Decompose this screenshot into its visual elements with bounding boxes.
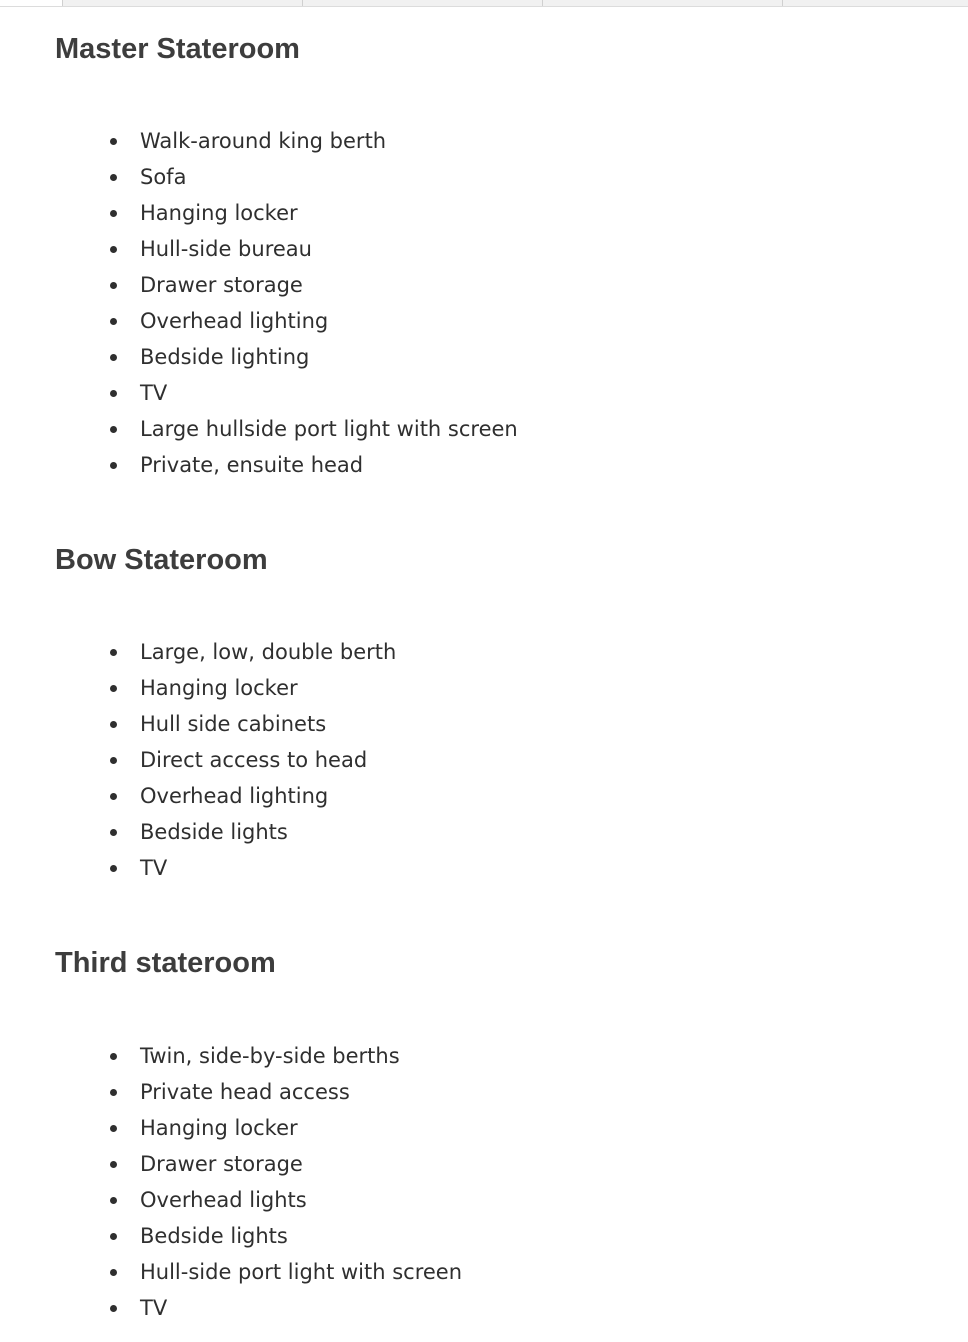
list-item-text: Overhead lights (140, 1188, 307, 1212)
list-item-text: Hull-side port light with screen (140, 1260, 463, 1284)
feature-list (0, 634, 968, 886)
bullet-icon (110, 282, 117, 289)
bullet-icon (110, 1197, 117, 1204)
tab-strip (0, 0, 968, 7)
list-item (0, 231, 968, 267)
bullet-icon (110, 462, 117, 469)
section-title: Bow Stateroom (55, 544, 268, 576)
list-item-text: Overhead lighting (140, 309, 329, 333)
list-item-text: Overhead lighting (140, 784, 329, 808)
list-item (0, 742, 968, 778)
list-item (0, 1218, 968, 1254)
list-item-text: Large, low, double berth (140, 640, 397, 664)
list-item-text: Large hullside port light with screen (140, 417, 518, 441)
list-item-text: Hanging locker (140, 1116, 298, 1140)
list-item (0, 411, 968, 447)
section-title: Master Stateroom (55, 33, 300, 65)
bullet-icon (110, 390, 117, 397)
list-item (0, 303, 968, 339)
bullet-icon (110, 1161, 117, 1168)
bullet-icon (110, 649, 117, 656)
section-title: Third stateroom (55, 947, 276, 979)
list-item (0, 706, 968, 742)
list-item (0, 814, 968, 850)
list-item-text: Private head access (140, 1080, 350, 1104)
feature-list (0, 1038, 968, 1326)
bullet-icon (110, 793, 117, 800)
list-item-text: Hull-side bureau (140, 237, 312, 261)
list-item-text: TV (140, 1296, 168, 1320)
tab-divider (302, 0, 303, 6)
bullet-icon (110, 1233, 117, 1240)
bullet-icon (110, 829, 117, 836)
bullet-icon (110, 1305, 117, 1312)
list-item-text: TV (140, 856, 168, 880)
list-item-text: Drawer storage (140, 273, 303, 297)
list-item-text: TV (140, 381, 168, 405)
bullet-icon (110, 318, 117, 325)
tab-divider (782, 0, 783, 6)
list-item-text: Drawer storage (140, 1152, 303, 1176)
bullet-icon (110, 1089, 117, 1096)
bullet-icon (110, 865, 117, 872)
list-item (0, 634, 968, 670)
list-item-text: Bedside lights (140, 1224, 288, 1248)
tab-divider (62, 0, 63, 6)
list-item (0, 850, 968, 886)
list-item-text: Twin, side-by-side berths (140, 1044, 400, 1068)
bullet-icon (110, 757, 117, 764)
list-item (0, 1182, 968, 1218)
list-item-text: Bedside lighting (140, 345, 310, 369)
list-item (0, 1074, 968, 1110)
list-item (0, 267, 968, 303)
bullet-icon (110, 1053, 117, 1060)
bullet-icon (110, 138, 117, 145)
bullet-icon (110, 246, 117, 253)
bullet-icon (110, 1125, 117, 1132)
list-item-text: Sofa (140, 165, 187, 189)
list-item (0, 778, 968, 814)
tab-active[interactable] (0, 0, 62, 6)
bullet-icon (110, 174, 117, 181)
bullet-icon (110, 685, 117, 692)
list-item-text: Private, ensuite head (140, 453, 364, 477)
list-item (0, 1038, 968, 1074)
bullet-icon (110, 210, 117, 217)
list-item (0, 1254, 968, 1290)
list-item (0, 375, 968, 411)
tab-divider (542, 0, 543, 6)
list-item-text: Bedside lights (140, 820, 288, 844)
list-item-text: Hanging locker (140, 676, 298, 700)
list-item (0, 195, 968, 231)
bullet-icon (110, 1269, 117, 1276)
list-item (0, 339, 968, 375)
bullet-icon (110, 721, 117, 728)
bullet-icon (110, 354, 117, 361)
list-item-text: Direct access to head (140, 748, 368, 772)
list-item-text: Hanging locker (140, 201, 298, 225)
list-item (0, 447, 968, 483)
list-item (0, 1290, 968, 1326)
list-item (0, 159, 968, 195)
feature-list (0, 123, 968, 483)
list-item-text: Hull side cabinets (140, 712, 327, 736)
list-item (0, 670, 968, 706)
list-item (0, 123, 968, 159)
bullet-icon (110, 426, 117, 433)
list-item (0, 1110, 968, 1146)
list-item (0, 1146, 968, 1182)
list-item-text: Walk-around king berth (140, 129, 387, 153)
